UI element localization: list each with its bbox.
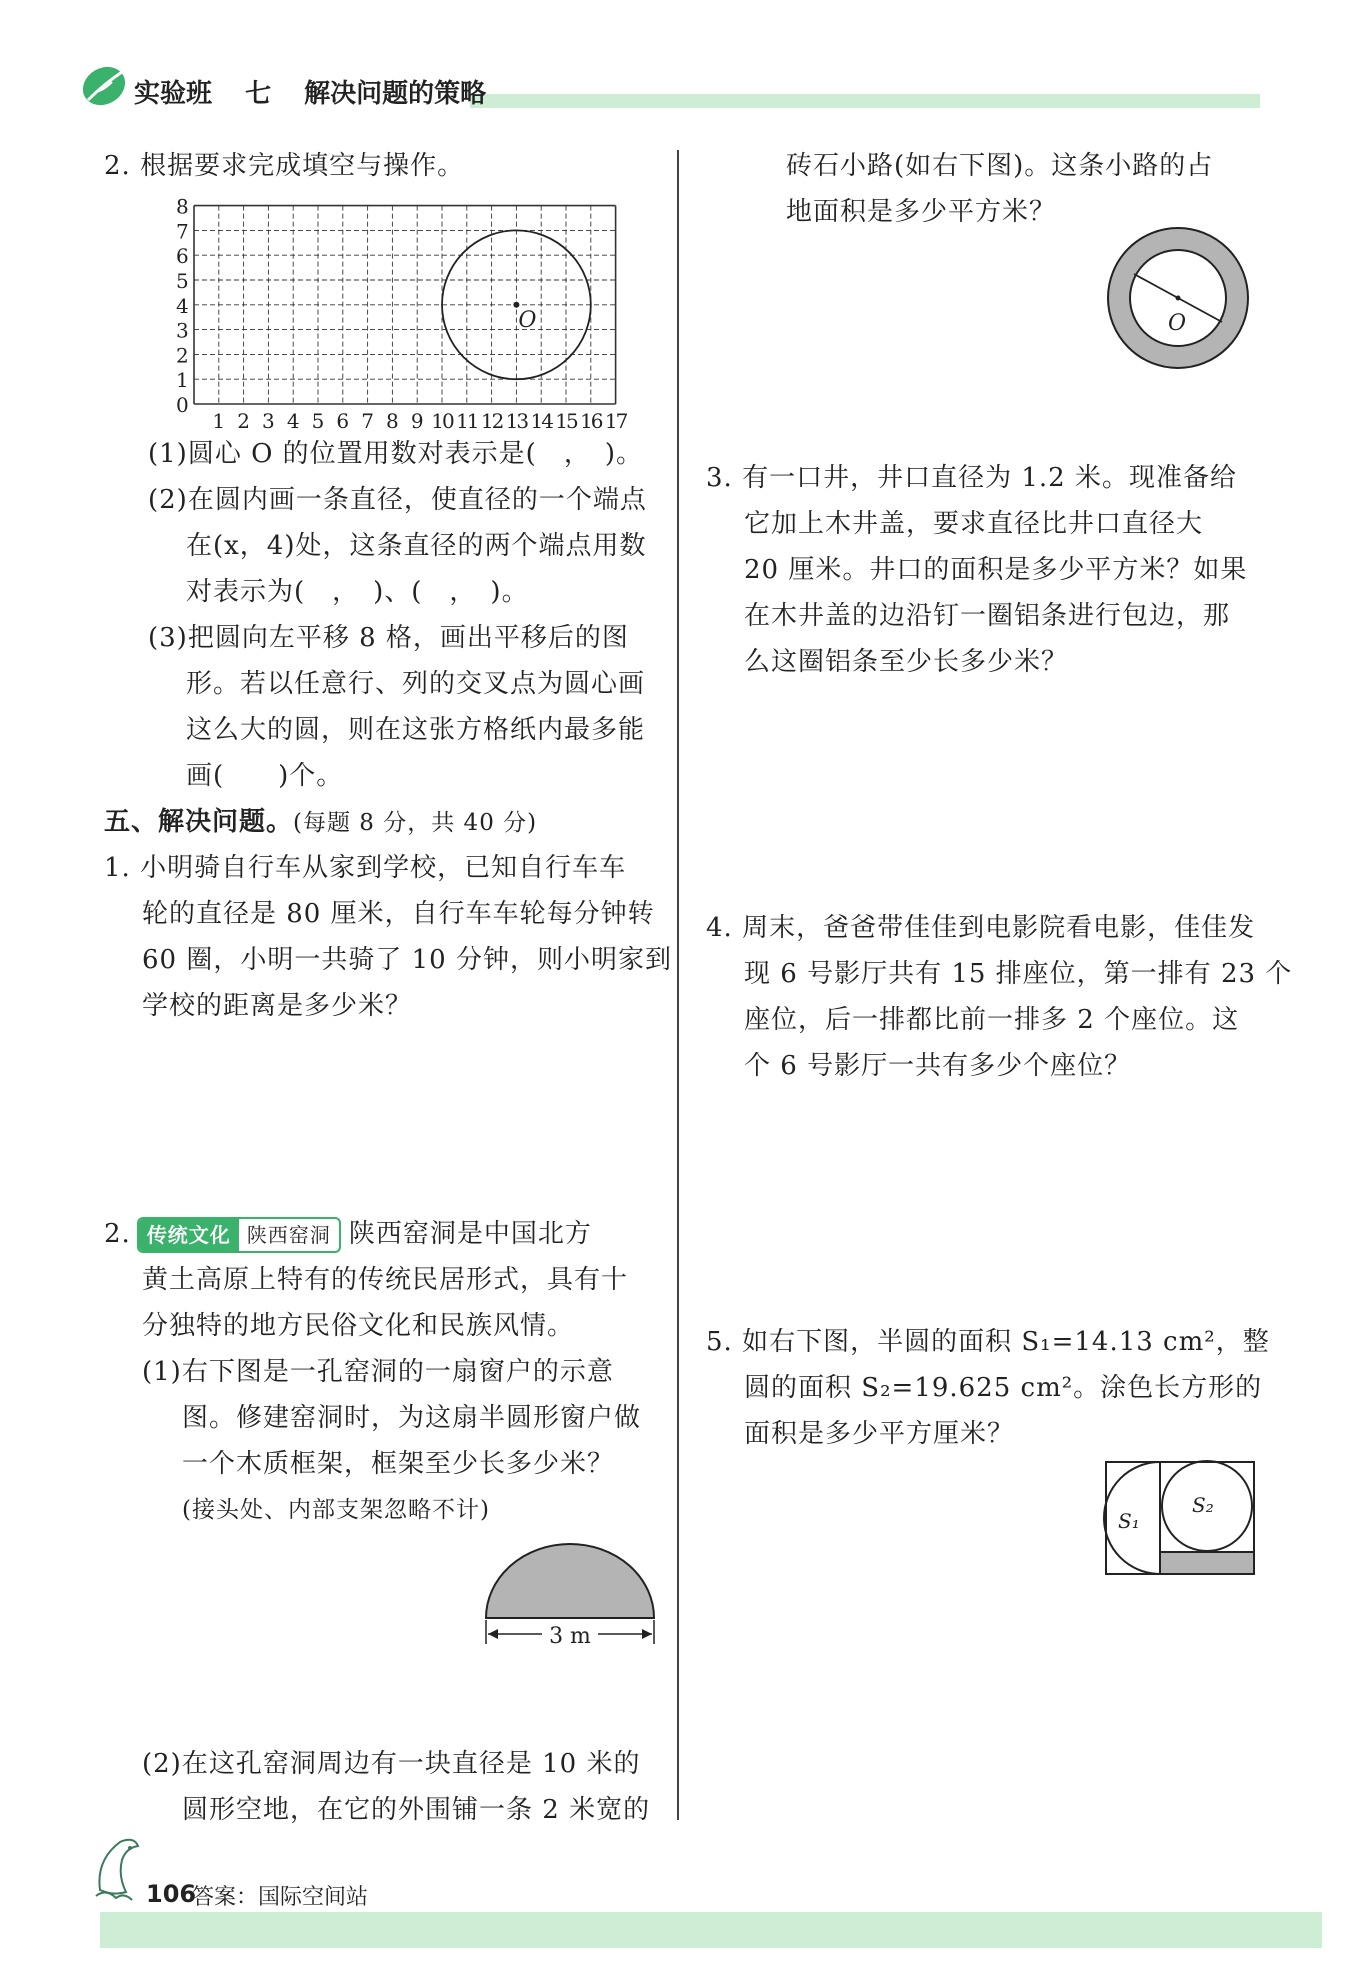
q2-line-1: (1)圆心 O 的位置用数对表示是( ， )。 bbox=[148, 439, 643, 469]
y-tick-label: 0 bbox=[176, 393, 189, 417]
y-tick-label: 5 bbox=[176, 269, 189, 293]
y-tick-label: 7 bbox=[176, 219, 189, 244]
footer-band bbox=[100, 1912, 1322, 1948]
x-tick-label: 14 bbox=[530, 409, 552, 433]
ring-path-figure bbox=[1104, 224, 1254, 374]
q2-line-5: (3)把圆向左平移 8 格，画出平移后的图 bbox=[148, 623, 629, 653]
p3-line-3: 20 厘米。井口的面积是多少平方米？如果 bbox=[744, 555, 1248, 585]
culture-tag-label: 传统文化 bbox=[139, 1219, 239, 1251]
page-number: 106 bbox=[146, 1880, 197, 1908]
q2-line-8: 画( )个。 bbox=[186, 761, 344, 791]
x-tick-label: 3 bbox=[262, 409, 275, 433]
x-tick-label: 10 bbox=[431, 409, 453, 433]
p1-line-1: 1. 小明骑自行车从家到学校，已知自行车车 bbox=[104, 853, 627, 883]
q2-line-6: 形。若以任意行、列的交叉点为圆心画 bbox=[186, 669, 646, 699]
p1-line-2: 轮的直径是 80 厘米，自行车车轮每分钟转 bbox=[142, 899, 655, 929]
p2-cont-line-1: 砖石小路(如右下图)。这条小路的占 bbox=[786, 151, 1214, 181]
p2-line-2: 分独特的地方民俗文化和民族风情。 bbox=[142, 1311, 575, 1341]
section-5-heading bbox=[104, 802, 537, 843]
leaf-logo-icon bbox=[78, 62, 134, 108]
q2-intro: 2. 根据要求完成填空与操作。 bbox=[104, 151, 465, 181]
semicircle-circle-rectangle-figure bbox=[1100, 1456, 1260, 1580]
y-tick-label: 4 bbox=[176, 293, 189, 318]
p2-line-1: 黄土高原上特有的传统民居形式，具有十 bbox=[142, 1265, 629, 1295]
circle-center-label: O bbox=[518, 307, 537, 333]
s1-label: S₁ bbox=[1118, 1509, 1140, 1533]
x-tick-label: 2 bbox=[237, 409, 250, 433]
x-tick-label: 7 bbox=[361, 409, 374, 433]
dolphin-mascot-icon bbox=[86, 1830, 150, 1910]
x-tick-label: 5 bbox=[311, 409, 325, 433]
p2-line-4: 图。修建窑洞时，为这扇半圆形窗户做 bbox=[182, 1403, 642, 1433]
coordinate-grid bbox=[164, 194, 634, 434]
y-tick-label: 6 bbox=[176, 244, 189, 269]
p1-line-4: 学校的距离是多少米？ bbox=[142, 991, 413, 1021]
p3-line-1: 3. 有一口井，井口直径为 1.2 米。现准备给 bbox=[706, 463, 1237, 493]
p4-line-2: 现 6 号影厅共有 15 排座位，第一排有 23 个 bbox=[744, 959, 1293, 989]
p5-line-2: 圆的面积 S₂=19.625 cm²。涂色长方形的 bbox=[744, 1373, 1263, 1403]
q2-line-4: 对表示为( ， )、( ， )。 bbox=[186, 577, 529, 607]
x-tick-label: 16 bbox=[580, 409, 602, 433]
header-band bbox=[470, 94, 1260, 108]
p2-sub2-line-1: (2)在这孔窑洞周边有一块直径是 10 米的 bbox=[142, 1749, 641, 1779]
p2-line-5: 一个木质框架，框架至少长多少米？ bbox=[182, 1449, 615, 1479]
y-tick-label: 1 bbox=[176, 368, 189, 393]
chapter-number: 七 bbox=[245, 79, 272, 109]
q2-line-3: 在(x，4)处，这条直径的两个端点用数 bbox=[186, 531, 647, 561]
p5-line-1: 5. 如右下图，半圆的面积 S₁=14.13 cm²，整 bbox=[706, 1327, 1270, 1357]
culture-tag-topic: 陕西窑洞 bbox=[246, 1223, 331, 1247]
x-tick-label: 15 bbox=[555, 409, 577, 433]
y-tick-label: 8 bbox=[176, 194, 189, 219]
culture-tag bbox=[137, 1217, 341, 1253]
p2-cont-line-2: 地面积是多少平方米？ bbox=[786, 197, 1057, 227]
p2-number: 2. bbox=[104, 1219, 131, 1249]
p5-line-3: 面积是多少平方厘米？ bbox=[744, 1419, 1015, 1449]
p2-first-line bbox=[104, 1214, 592, 1254]
section-5-note: (每题 8 分，共 40 分) bbox=[293, 810, 538, 836]
column-divider bbox=[677, 150, 679, 1820]
p3-line-5: 么这圈铝条至少长多少米？ bbox=[744, 647, 1069, 677]
x-tick-label: 11 bbox=[456, 409, 478, 433]
x-tick-label: 4 bbox=[286, 409, 300, 433]
p2-sub2-line-2: 圆形空地，在它的外围铺一条 2 米宽的 bbox=[182, 1795, 651, 1825]
series-name: 实验班 bbox=[134, 79, 213, 109]
ring-center-label: O bbox=[1168, 311, 1187, 336]
x-tick-label: 9 bbox=[410, 409, 424, 433]
p3-line-2: 它加上木井盖，要求直径比井口直径大 bbox=[744, 509, 1204, 539]
p2-line-6: (接头处、内部支架忽略不计) bbox=[182, 1497, 490, 1523]
p1-line-3: 60 圈，小明一共骑了 10 分钟，则小明家到 bbox=[142, 945, 672, 975]
answer-note: 答案：国际空间站 bbox=[192, 1885, 369, 1910]
x-tick-label: 6 bbox=[336, 409, 350, 433]
p4-line-4: 个 6 号影厅一共有多少个座位？ bbox=[744, 1051, 1132, 1081]
x-tick-label: 12 bbox=[480, 409, 503, 433]
q2-line-7: 这么大的圆，则在这张方格纸内最多能 bbox=[186, 715, 646, 745]
q2-line-2: (2)在圆内画一条直径，使直径的一个端点 bbox=[148, 485, 647, 515]
y-tick-label: 3 bbox=[176, 318, 189, 343]
s2-label: S₂ bbox=[1192, 1493, 1214, 1517]
page-header bbox=[134, 76, 486, 112]
chapter-topic: 解决问题的策略 bbox=[304, 79, 487, 109]
semicircle-width-label: 3 m bbox=[549, 1624, 591, 1649]
semicircle-window-figure bbox=[480, 1540, 660, 1650]
p2-line-3: (1)右下图是一孔窑洞的一扇窗户的示意 bbox=[142, 1357, 614, 1387]
p4-line-1: 4. 周末，爸爸带佳佳到电影院看电影，佳佳发 bbox=[706, 913, 1256, 943]
p3-line-4: 在木井盖的边沿钉一圈铝条进行包边，那 bbox=[744, 601, 1231, 631]
p4-line-3: 座位，后一排都比前一排多 2 个座位。这 bbox=[744, 1005, 1240, 1035]
section-5-title: 五、解决问题。 bbox=[104, 807, 294, 837]
p2-first-text: 陕西窑洞是中国北方 bbox=[348, 1219, 592, 1249]
x-tick-label: 8 bbox=[386, 409, 399, 433]
y-tick-label: 2 bbox=[176, 343, 189, 368]
x-tick-label: 1 bbox=[212, 409, 226, 433]
x-tick-label: 13 bbox=[505, 409, 528, 433]
x-tick-label: 17 bbox=[604, 409, 627, 433]
